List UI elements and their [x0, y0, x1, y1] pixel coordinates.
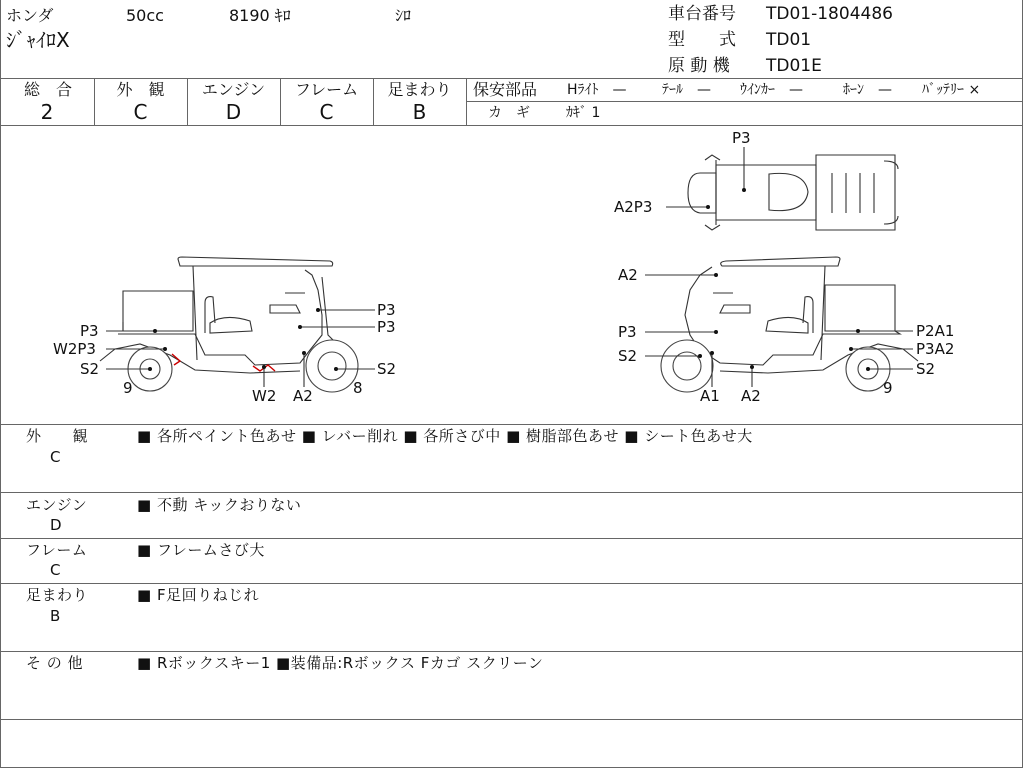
suspension-grade-label: 足まわり: [387, 80, 452, 99]
battery-status: ﾊﾞｯﾃﾘｰ ×: [922, 82, 981, 98]
damage-diagram: [0, 125, 1022, 424]
label-right-p3: P3: [618, 323, 637, 341]
label-right-s2-rear: S2: [916, 360, 936, 378]
engine-grade-label: エンジン: [201, 80, 266, 99]
color: ｼﾛ: [395, 6, 412, 25]
remark-frame-text: ■ フレームさび大: [137, 541, 265, 559]
label-8: 8: [353, 379, 363, 397]
divider: [0, 583, 1023, 584]
exterior-grade: C: [133, 100, 148, 124]
remark-frame-grade: C: [50, 561, 61, 579]
divider: [467, 101, 1023, 102]
divider: [0, 78, 1023, 79]
label-right-p3a2: P3A2: [916, 340, 955, 358]
right-border: [1022, 0, 1023, 768]
horn-status: ﾎｰﾝ —: [843, 82, 892, 98]
key-value: ｶｷﾞ 1: [566, 105, 601, 121]
maker: ホンダ: [6, 6, 54, 25]
divider: [0, 538, 1023, 539]
label-right-p2a1: P2A1: [916, 322, 955, 340]
engine-grade: D: [225, 100, 242, 124]
label-s2-rear: S2: [80, 360, 100, 378]
label-right-a2-bottom: A2: [741, 387, 761, 405]
divider: [0, 651, 1023, 652]
label-p3-mid: P3: [377, 318, 396, 336]
label-p3-rear: P3: [80, 322, 99, 340]
divider: [0, 492, 1023, 493]
remark-other-label: そ の 他: [26, 654, 84, 672]
remark-suspension-text: ■ F足回りねじれ: [137, 586, 260, 604]
remark-exterior-label: 外 観: [26, 427, 89, 445]
label-right-s2-front: S2: [618, 347, 638, 365]
remark-suspension-label: 足まわり: [26, 586, 89, 604]
top-view: [614, 129, 898, 230]
label-top-p3: P3: [732, 129, 751, 147]
remark-engine-grade: D: [50, 516, 63, 534]
label-right-a1: A1: [700, 387, 720, 405]
key-label: カ ギ: [488, 105, 530, 121]
remark-suspension-grade: B: [50, 607, 61, 625]
frame-grade-label: フレーム: [294, 80, 359, 99]
frame-no-label: 車台番号: [668, 4, 736, 24]
remark-exterior-grade: C: [50, 448, 61, 466]
divider: [0, 424, 1023, 425]
frame-grade: C: [319, 100, 334, 124]
remark-other-text: ■ Rボックスキー1 ■装備品:Rボックス Fカゴ スクリーン: [137, 654, 544, 672]
mileage: 8190 ｷﾛ: [229, 6, 291, 25]
remark-exterior-text: ■ 各所ペイント色あせ ■ レバー削れ ■ 各所さび中 ■ 樹脂部色あせ ■ シート色あせ大: [137, 427, 753, 445]
displacement: 50cc: [126, 6, 164, 25]
label-p3-top: P3: [377, 301, 396, 319]
suspension-grade: B: [412, 100, 427, 124]
left-side-view: [53, 257, 396, 405]
remark-engine-text: ■ 不動 キックおりない: [137, 496, 302, 514]
overall-label: 総 合: [23, 80, 72, 99]
label-w2p3: W2P3: [53, 340, 96, 358]
label-right-a2-top: A2: [618, 266, 638, 284]
right-side-view: [618, 257, 954, 405]
scratch-mark: [172, 354, 275, 371]
frame-no: TD01-1804486: [766, 4, 893, 24]
divider: [0, 719, 1023, 720]
winker-status: ｳｲﾝｶｰ —: [740, 82, 803, 98]
safety-label: 保安部品: [473, 80, 538, 99]
type-label: 型 式: [668, 30, 736, 50]
label-9: 9: [123, 379, 133, 397]
engine-model-label: 原 動 機: [668, 56, 730, 76]
label-a2: A2: [293, 387, 313, 405]
taillight-status: ﾃｰﾙ —: [662, 82, 711, 98]
remark-engine-label: エンジン: [26, 496, 88, 514]
engine-model: TD01E: [766, 56, 822, 76]
overall-grade: 2: [40, 100, 54, 124]
remark-frame-label: フレーム: [26, 541, 88, 559]
label-top-a2p3: A2P3: [614, 198, 653, 216]
label-s2-front: S2: [377, 360, 397, 378]
model-name: ｼﾞｬｲﾛX: [6, 28, 70, 52]
label-w2: W2: [252, 387, 277, 405]
exterior-label: 外 観: [116, 80, 165, 99]
headlight-status: Hﾗｲﾄ —: [567, 82, 627, 98]
divider: [466, 78, 467, 125]
label-right-9: 9: [883, 379, 893, 397]
type-value: TD01: [766, 30, 812, 50]
